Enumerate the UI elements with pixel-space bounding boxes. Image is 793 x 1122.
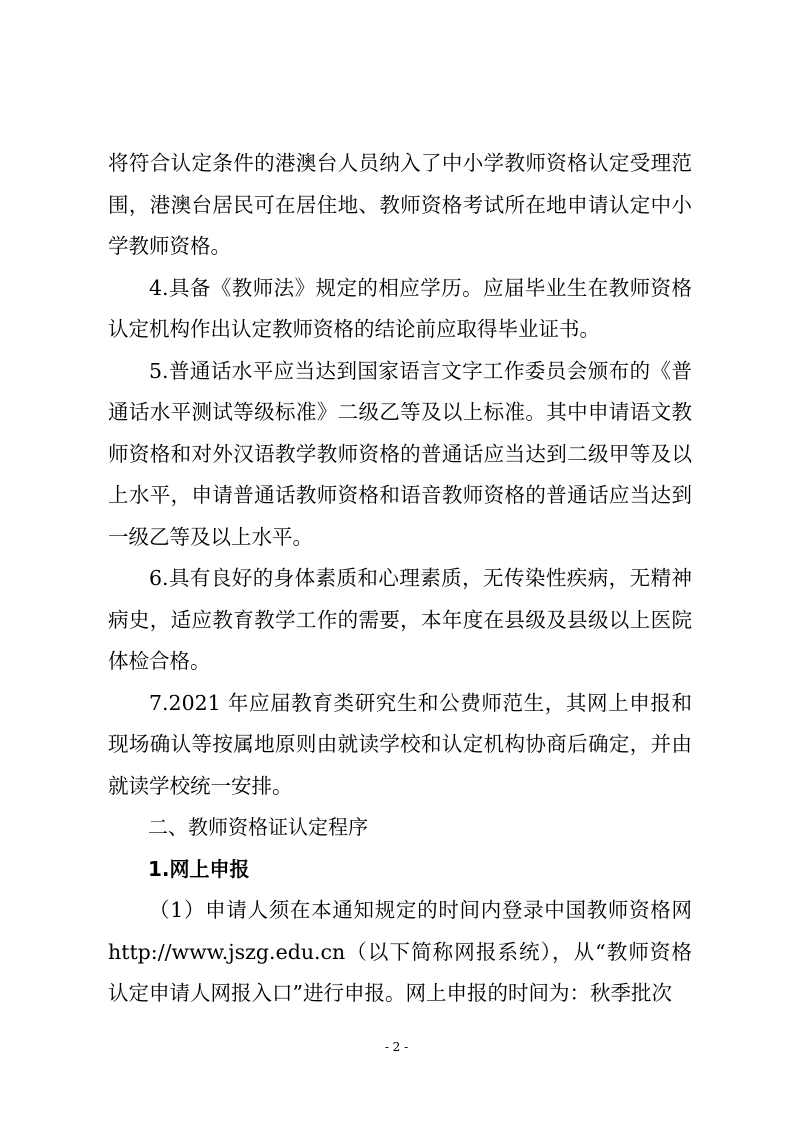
page-number: - 2 - (384, 1040, 409, 1054)
section-subheading: 1.网上申报 (148, 856, 250, 881)
paragraph-item-6: 6.具有良好的身体素质和心理素质，无传染性疾病，无精神病史，适应教育教学工作的需要，本年度在县级及县级以上医院体检合格。 (108, 566, 692, 673)
paragraph-continued: 将符合认定条件的港澳台人员纳入了中小学教师资格认定受理范围，港澳台居民可在居住地、教师资格考试所在地申请认定中小学教师资格。 (108, 151, 692, 258)
section-heading: 二、教师资格证认定程序 (148, 815, 368, 839)
paragraph-item-7: 7.2021 年应届教育类研究生和公费师范生，其网上申报和现场确认等按属地原则由就读学校和认定机构协商后确定，并由就读学校统一安排。 (108, 690, 692, 798)
paragraph-item-5: 5.普通话水平应当达到国家语言文字工作委员会颁布的《普通话水平测试等级标准》二级乙等及以上标准。其中申请语文教师资格和对外汉语教学教师资格的普通话应当达到二级甲等及以上水平，申请普通话教师资格和语音教师资格的普通话应当达到一级乙等及以上水平。 (108, 358, 692, 549)
paragraph-online-application: （1）申请人须在本通知规定的时间内登录中国教师资格网http://www.jszg.edu.cn（以下简称网报系统），从“教师资格认定申请人网报入口”进行申报。网上申报的时间为：秋季批次 (108, 898, 692, 1005)
document-body (108, 143, 692, 1015)
paragraph-item-4: 4.具备《教师法》规定的相应学历。应届毕业生在教师资格认定机构作出认定教师资格的结论前应取得毕业证书。 (108, 275, 692, 341)
